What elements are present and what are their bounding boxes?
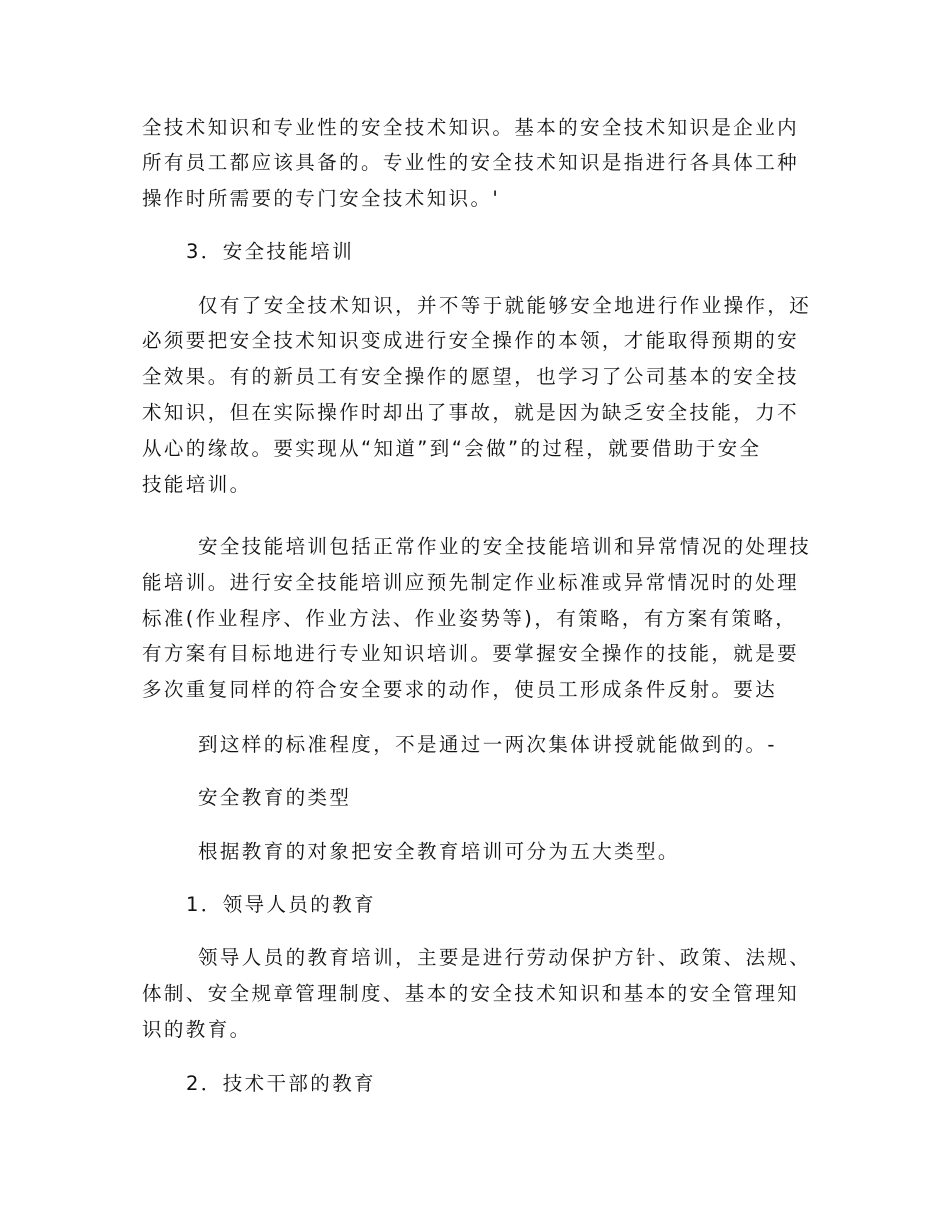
paragraph-line: 有方案有目标地进行专业知识培训。要掌握安全操作的技能，就是要: [142, 642, 800, 665]
section-heading-safety-skill-training: 3．安全技能培训: [186, 240, 355, 263]
paragraph-line: 全技术知识和专业性的安全技术知识。基本的安全技术知识是企业内: [142, 116, 800, 139]
section-heading-education-types: 安全教育的类型: [198, 786, 352, 809]
paragraph-line: 操作时所需要的专门安全技术知识。': [142, 187, 501, 210]
section-heading-leader-education: 1．领导人员的教育: [186, 893, 377, 916]
paragraph-line: 必须要把安全技术知识变成进行安全操作的本领，才能取得预期的安: [142, 329, 800, 352]
paragraph-line: 标准(作业程序、作业方法、作业姿势等)，有策略，有方案有策略，: [142, 607, 798, 630]
paragraph-line: 仅有了安全技术知识，并不等于就能够安全地进行作业操作，还: [198, 294, 812, 317]
paragraph-line: 技能培训。: [142, 473, 252, 496]
paragraph-line: 所有员工都应该具备的。专业性的安全技术知识是指进行各具体工种: [142, 151, 800, 174]
section-heading-technical-staff-education: 2．技术干部的教育: [186, 1072, 377, 1095]
paragraph-line: 到这样的标准程度，不是通过一两次集体讲授就能做到的。-: [198, 733, 777, 756]
paragraph-line: 从心的缘故。要实现从“知道”到“会做”的过程，就要借助于安全: [142, 437, 762, 460]
paragraph-line: 术知识，但在实际操作时却出了事故，就是因为缺乏安全技能，力不: [142, 401, 800, 424]
paragraph-line: 识的教育。: [142, 1018, 252, 1041]
paragraph-line: 全效果。有的新员工有安全操作的愿望，也学习了公司基本的安全技: [142, 365, 800, 388]
paragraph-line: 体制、安全规章管理制度、基本的安全技术知识和基本的安全管理知: [142, 982, 800, 1005]
paragraph-line: 多次重复同样的符合安全要求的动作，使员工形成条件反射。要达: [142, 678, 778, 701]
paragraph-line: 根据教育的对象把安全教育培训可分为五大类型。: [198, 840, 680, 863]
paragraph-line: 能培训。进行安全技能培训应预先制定作业标准或异常情况时的处理: [142, 571, 800, 594]
paragraph-line: 领导人员的教育培训，主要是进行劳动保护方针、政策、法规、: [198, 946, 812, 969]
paragraph-line: 安全技能培训包括正常作业的安全技能培训和异常情况的处理技: [198, 535, 812, 558]
